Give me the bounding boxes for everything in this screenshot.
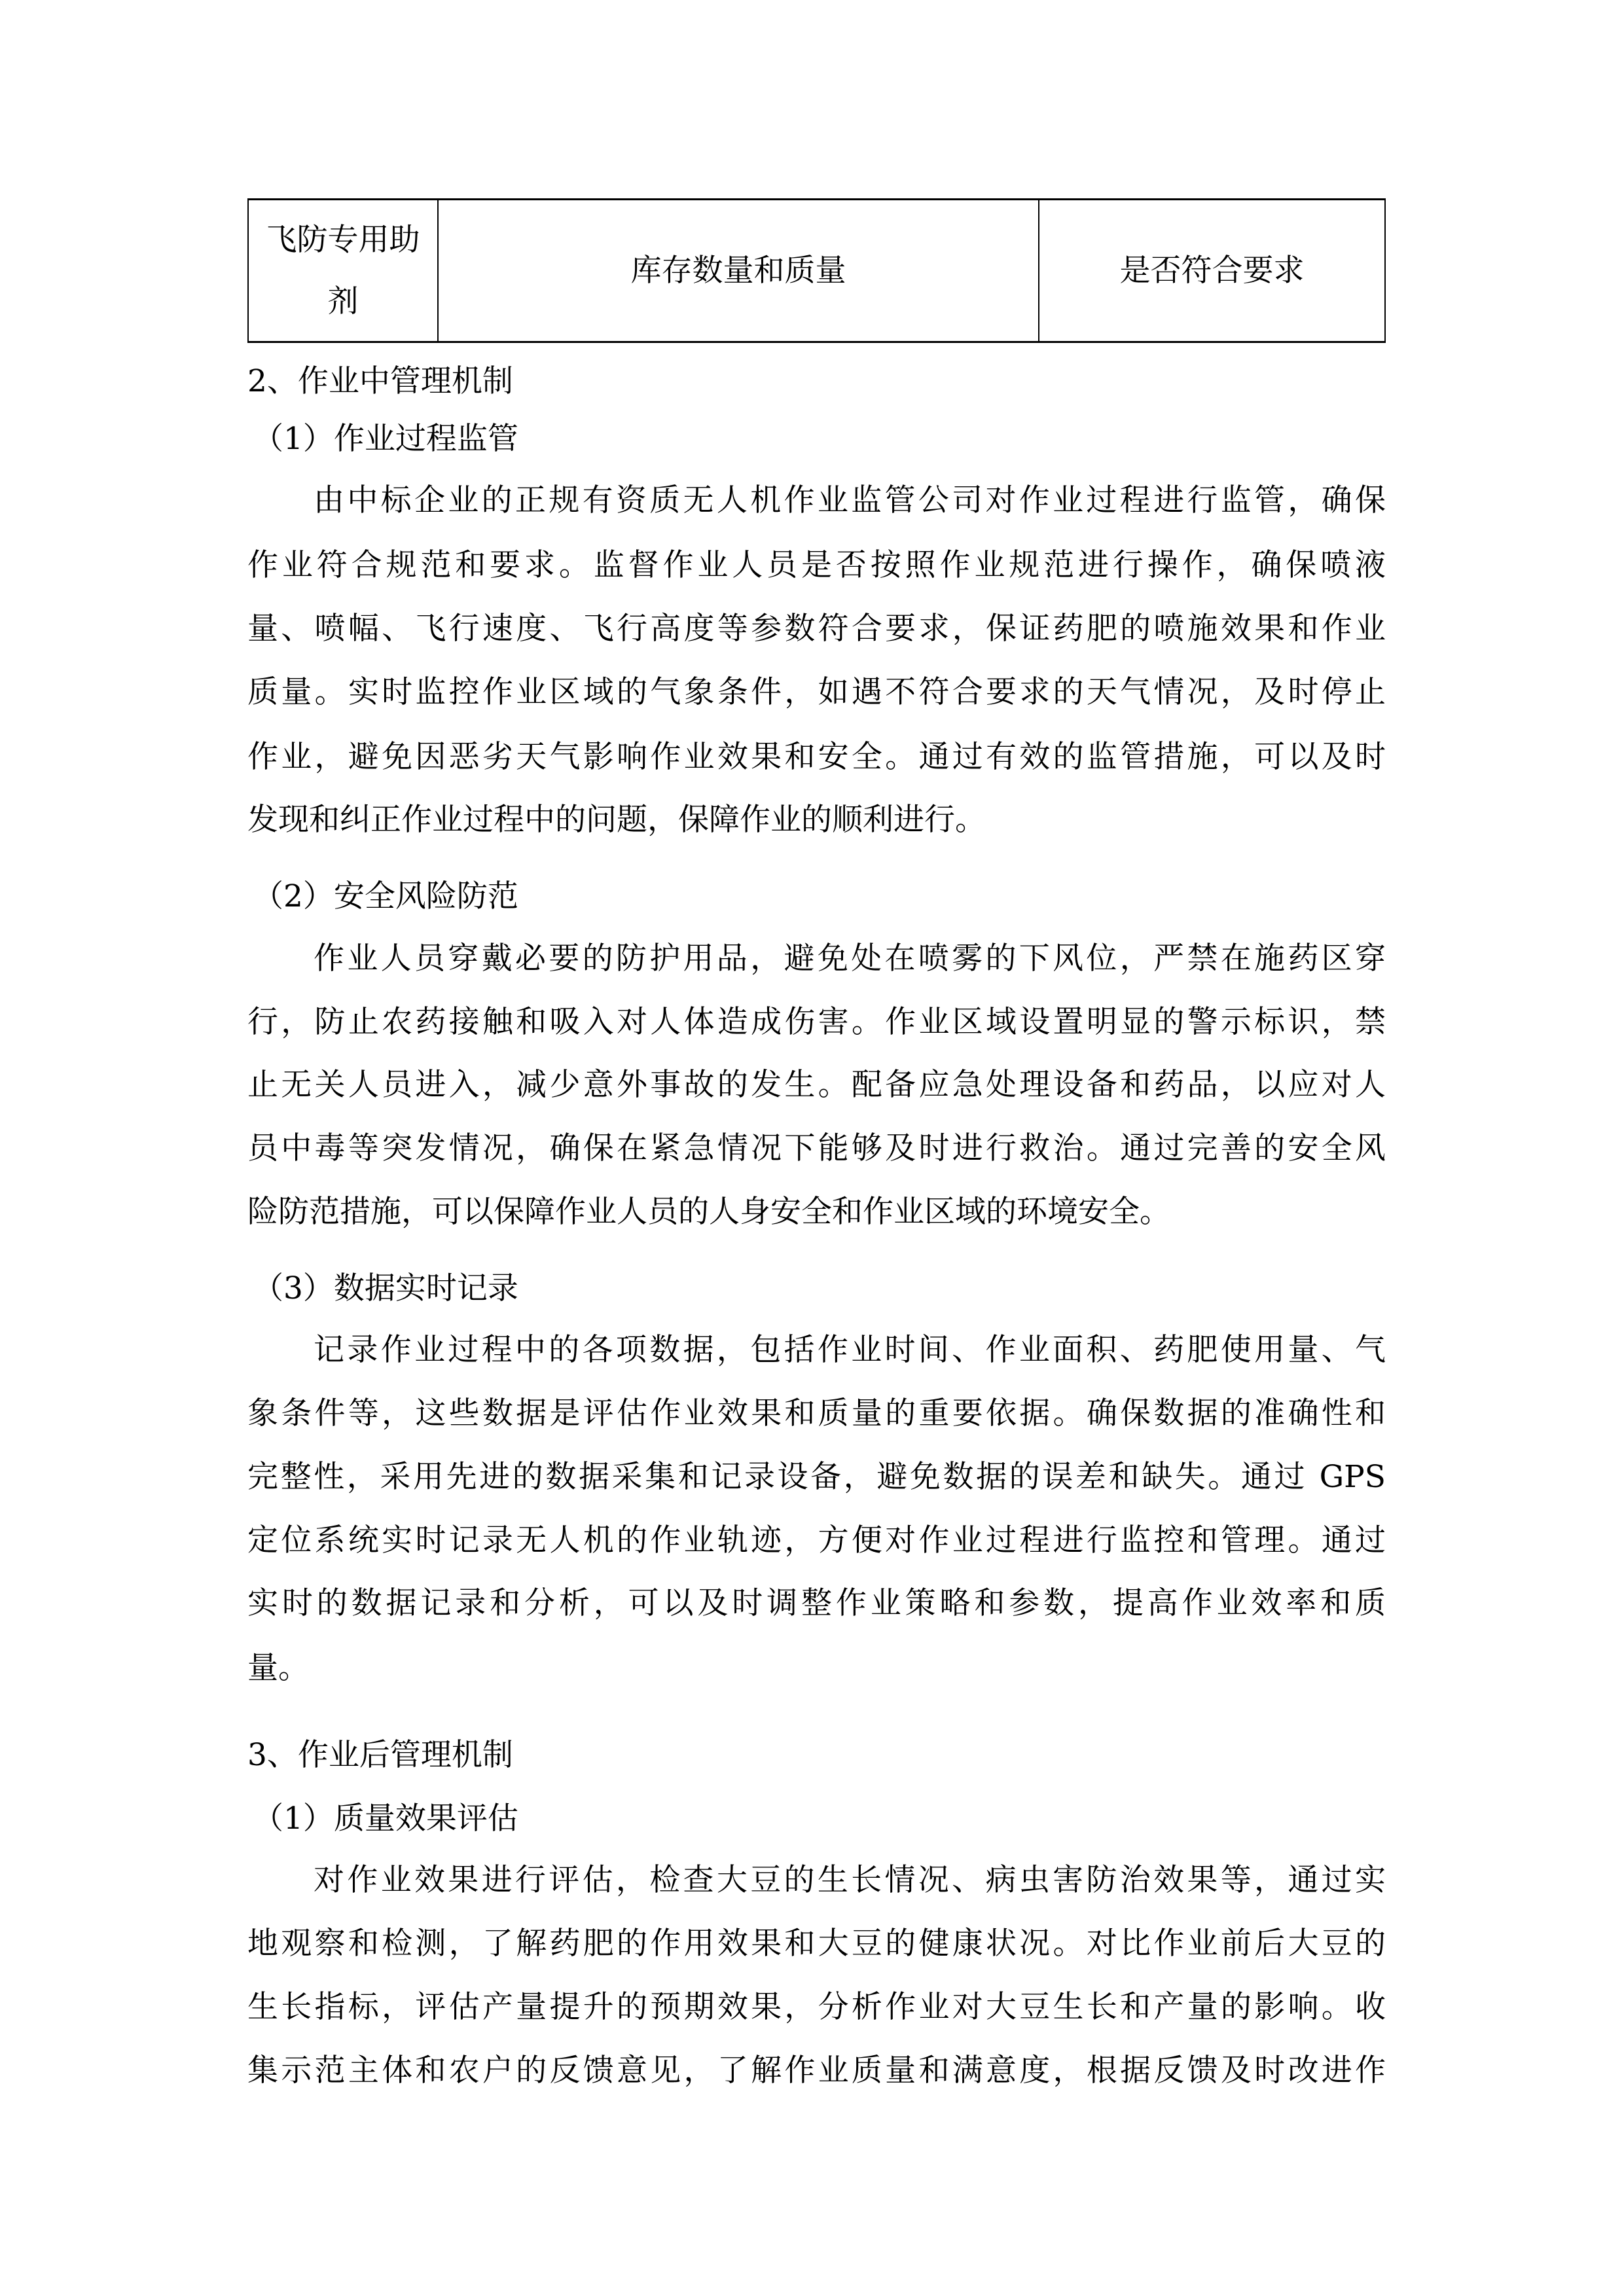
paragraph-line: 员中毒等突发情况，确保在紧急情况下能够及时进行救治。通过完善的安全风 (247, 1130, 1386, 1166)
subsection-heading: （3）数据实时记录 (253, 1270, 518, 1306)
paragraph-line: 由中标企业的正规有资质无人机作业监管公司对作业过程进行监管，确保 (314, 482, 1386, 518)
paragraph-line: 作业，避免因恶劣天气影响作业效果和安全。通过有效的监管措施，可以及时 (247, 738, 1386, 775)
table-cell-standard: 是否符合要求 (1119, 252, 1305, 289)
section-heading: 3、作业后管理机制 (247, 1737, 513, 1773)
paragraph-line: 险防范措施，可以保障作业人员的人身安全和作业区域的环境安全。 (247, 1193, 1170, 1230)
paragraph-line: 记录作业过程中的各项数据，包括作业时间、作业面积、药肥使用量、气 (314, 1332, 1386, 1369)
paragraph-line: 生长指标，评估产量提升的预期效果，分析作业对大豆生长和产量的影响。收 (247, 1988, 1386, 2025)
table-cell-check: 库存数量和质量 (439, 200, 1039, 341)
paragraph-line: 发现和纠正作业过程中的问题，保障作业的顺利进行。 (247, 802, 986, 838)
subsection-heading: （2）安全风险防范 (253, 878, 518, 915)
paragraph-line: 集示范主体和农户的反馈意见，了解作业质量和满意度，根据反馈及时改进作 (247, 2052, 1386, 2089)
paragraph-line: 定位系统实时记录无人机的作业轨迹，方便对作业过程进行监控和管理。通过 (247, 1522, 1386, 1558)
section-heading: 2、作业中管理机制 (247, 363, 513, 399)
paragraph-line: 完整性，采用先进的数据采集和记录设备，避免数据的误差和缺失。通过 GPS (247, 1458, 1386, 1495)
paragraph-line: 行，防止农药接触和吸入对人体造成伤害。作业区域设置明显的警示标识，禁 (247, 1003, 1386, 1040)
paragraph-line: 质量。实时监控作业区域的气象条件，如遇不符合要求的天气情况，及时停止 (247, 673, 1386, 710)
paragraph-line: 作业符合规范和要求。监督作业人员是否按照作业规范进行操作，确保喷液 (247, 547, 1386, 583)
paragraph-line: 止无关人员进入，减少意外事故的发生。配备应急处理设备和药品，以应对人 (247, 1067, 1386, 1103)
paragraph-line: 量。 (247, 1650, 309, 1687)
paragraph-line: 对作业效果进行评估，检查大豆的生长情况、病虫害防治效果等，通过实 (314, 1862, 1386, 1899)
subsection-heading: （1）作业过程监管 (253, 420, 518, 457)
paragraph-line: 量、喷幅、飞行速度、飞行高度等参数符合要求，保证药肥的喷施效果和作业 (247, 610, 1386, 647)
paragraph-line: 作业人员穿戴必要的防护用品，避免处在喷雾的下风位，严禁在施药区穿 (314, 940, 1386, 977)
table-cell-item: 飞防专用助剂 (249, 200, 439, 341)
subsection-heading: （1）质量效果评估 (253, 1800, 518, 1837)
paragraph-line: 地观察和检测，了解药肥的作用效果和大豆的健康状况。对比作业前后大豆的 (247, 1926, 1386, 1962)
paragraph-line: 实时的数据记录和分析，可以及时调整作业策略和参数，提高作业效率和质 (247, 1585, 1386, 1622)
paragraph-line: 象条件等，这些数据是评估作业效果和质量的重要依据。确保数据的准确性和 (247, 1395, 1386, 1431)
inspection-table-row (247, 198, 1386, 343)
